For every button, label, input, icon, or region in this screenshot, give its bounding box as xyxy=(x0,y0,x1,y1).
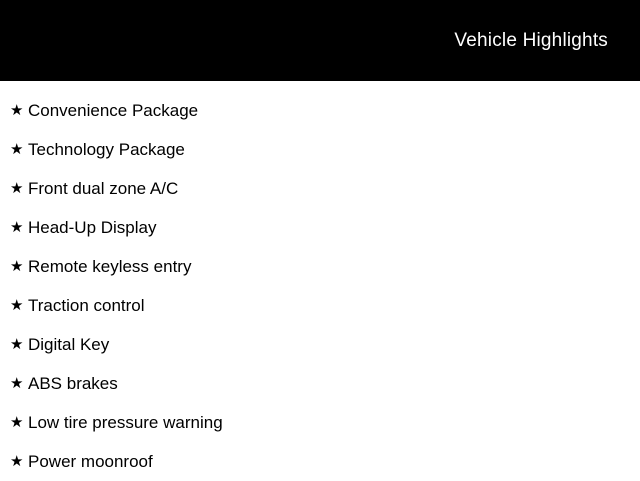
list-item-label: Remote keyless entry xyxy=(28,257,192,276)
star-icon: ★ xyxy=(10,258,24,275)
star-icon: ★ xyxy=(10,453,24,470)
star-icon: ★ xyxy=(10,414,24,431)
header-bar xyxy=(0,0,640,81)
vehicle-highlights-list xyxy=(0,81,640,481)
star-icon: ★ xyxy=(10,297,24,314)
star-icon: ★ xyxy=(10,336,24,353)
star-icon: ★ xyxy=(10,180,24,197)
list-item-label: ABS brakes xyxy=(28,374,118,393)
list-item xyxy=(0,325,640,364)
list-item-label: Power moonroof xyxy=(28,452,153,471)
star-icon: ★ xyxy=(10,141,24,158)
star-icon: ★ xyxy=(10,219,24,236)
list-item-label: Convenience Package xyxy=(28,101,199,120)
list-item xyxy=(0,442,640,481)
list-item xyxy=(0,169,640,208)
list-item-label: Digital Key xyxy=(28,335,110,354)
page-title: Vehicle Highlights xyxy=(454,30,608,51)
list-item xyxy=(0,130,640,169)
list-item-label: Head-Up Display xyxy=(28,218,157,237)
list-item-label: Technology Package xyxy=(28,140,185,159)
list-item xyxy=(0,286,640,325)
list-item xyxy=(0,91,640,130)
list-item-label: Front dual zone A/C xyxy=(28,179,179,198)
list-item xyxy=(0,364,640,403)
list-item xyxy=(0,403,640,442)
list-item-label: Traction control xyxy=(28,296,145,315)
star-icon: ★ xyxy=(10,102,24,119)
list-item xyxy=(0,247,640,286)
star-icon: ★ xyxy=(10,375,24,392)
list-item xyxy=(0,208,640,247)
list-item-label: Low tire pressure warning xyxy=(28,413,223,432)
